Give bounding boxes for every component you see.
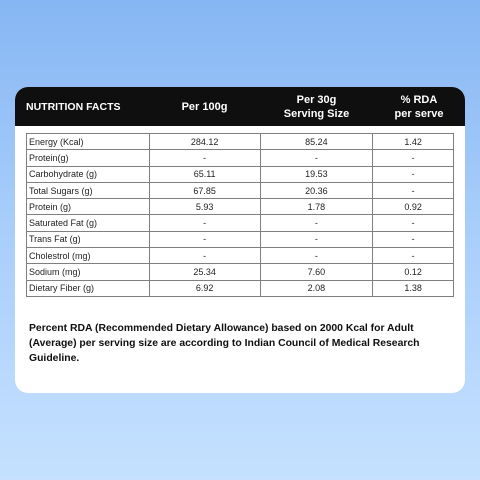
row-per100: - [149, 215, 260, 231]
nutrition-card [15, 87, 465, 393]
row-serving: 2.08 [260, 280, 373, 296]
nutrition-table-body [27, 134, 454, 297]
row-per100: - [149, 248, 260, 264]
row-serving: 7.60 [260, 264, 373, 280]
table-row [27, 150, 454, 166]
row-serving: - [260, 231, 373, 247]
row-per100: - [149, 231, 260, 247]
row-serving: - [260, 150, 373, 166]
row-rda: - [373, 215, 454, 231]
row-rda: - [373, 150, 454, 166]
row-label: Dietary Fiber (g) [27, 280, 150, 296]
row-rda: 0.12 [373, 264, 454, 280]
row-label: Sodium (mg) [27, 264, 150, 280]
row-label: Energy (Kcal) [27, 134, 150, 150]
row-rda: 1.38 [373, 280, 454, 296]
row-per100: 284.12 [149, 134, 260, 150]
nutrition-table [26, 133, 454, 297]
row-per100: 67.85 [149, 182, 260, 198]
row-label: Protein (g) [27, 199, 150, 215]
row-per100: 5.93 [149, 199, 260, 215]
row-serving: - [260, 215, 373, 231]
table-header [15, 87, 465, 126]
row-label: Carbohydrate (g) [27, 166, 150, 182]
row-rda: 0.92 [373, 199, 454, 215]
header-nutrition-facts: NUTRITION FACTS [26, 100, 121, 113]
row-serving: 1.78 [260, 199, 373, 215]
table-row [27, 199, 454, 215]
table-row [27, 231, 454, 247]
header-per-serving: Per 30g Serving Size [283, 93, 350, 120]
table-row [27, 215, 454, 231]
table-row [27, 182, 454, 198]
row-per100: 6.92 [149, 280, 260, 296]
row-rda: - [373, 182, 454, 198]
row-rda: - [373, 231, 454, 247]
table-row [27, 134, 454, 150]
row-label: Trans Fat (g) [27, 231, 150, 247]
row-per100: 25.34 [149, 264, 260, 280]
table-row [27, 264, 454, 280]
header-per-100g: Per 100g [181, 100, 228, 113]
row-serving: 85.24 [260, 134, 373, 150]
table-row [27, 280, 454, 296]
row-label: Cholestrol (mg) [27, 248, 150, 264]
row-label: Protein(g) [27, 150, 150, 166]
row-per100: 65.11 [149, 166, 260, 182]
row-serving: 20.36 [260, 182, 373, 198]
row-label: Saturated Fat (g) [27, 215, 150, 231]
row-rda: - [373, 248, 454, 264]
table-row [27, 166, 454, 182]
row-rda: 1.42 [373, 134, 454, 150]
rda-footnote: Percent RDA (Recommended Dietary Allowance) based on 2000 Kcal for Adult (Average) per serving size are according to Indian Council of Medical Research Guideline. [29, 323, 420, 364]
header-rda: % RDA per serve [394, 93, 444, 120]
row-rda: - [373, 166, 454, 182]
row-per100: - [149, 150, 260, 166]
row-serving: - [260, 248, 373, 264]
row-serving: 19.53 [260, 166, 373, 182]
row-label: Total Sugars (g) [27, 182, 150, 198]
table-row [27, 248, 454, 264]
